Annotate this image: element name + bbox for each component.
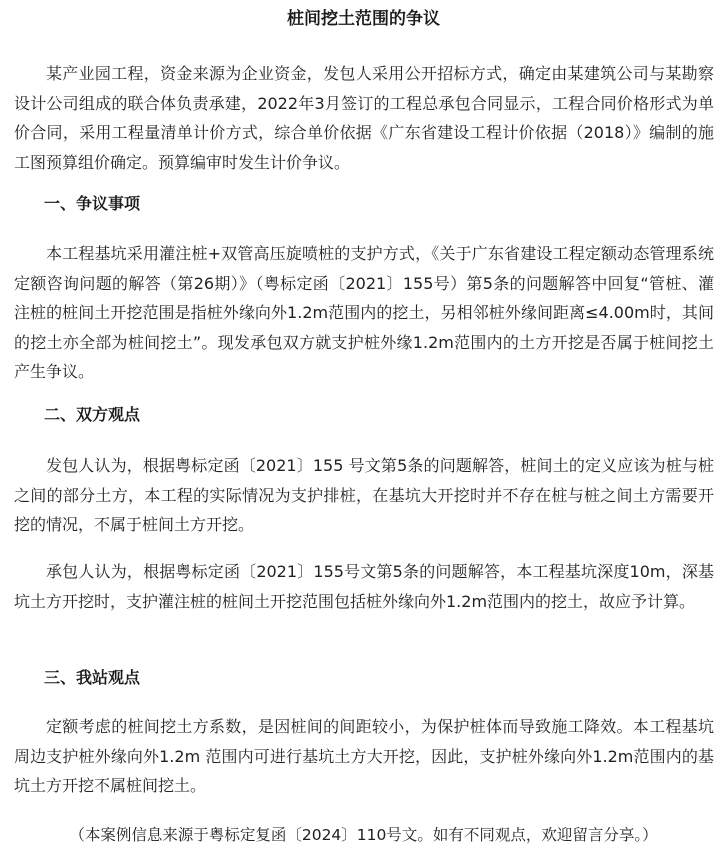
- intro-paragraph: 某产业园工程，资金来源为企业资金，发包人采用公开招标方式，确定由某建筑公司与某勘察设计公司组成的联合体负责承建，2022年3月签订的工程总承包合同显示，工程合同价格形式为单价合同，采用工程量清单计价方式，综合单价依据《广东省建设工程计价依据（2018）》编制的施工图预算组价确定。预算编审时发生计价争议。: [14, 64, 714, 172]
- source-note: （本案例信息来源于粤标定复函〔2024〕110号文。如有不同观点，欢迎留言分享。）: [69, 826, 658, 844]
- contractor-view-paragraph: 承包人认为，根据粤标定函〔2021〕155号文第5条的问题解答，本工程基坑深度10m，深基坑土方开挖时，支护灌注桩的桩间土开挖范围包括桩外缘向外1.2m范围内的挖土，故应予计算。: [14, 562, 714, 611]
- section-heading-dispute: 一、争议事项: [44, 194, 141, 213]
- article-title: 桩间挖土范围的争议: [287, 9, 440, 29]
- employer-view-paragraph: 发包人认为，根据粤标定函〔2021〕155 号文第5条的问题解答，桩间土的定义应该为桩与桩之间的部分土方，本工程的实际情况为支护排桩，在基坑大开挖时并不存在桩与桩之间土方需要开挖的情况，不属于桩间土方开挖。: [14, 456, 714, 534]
- section-heading-station-view: 三、我站观点: [44, 668, 141, 687]
- dispute-paragraph: 本工程基坑采用灌注桩+双管高压旋喷桩的支护方式，《关于广东省建设工程定额动态管理系统定额咨询问题的解答（第26期）》（粤标定函〔2021〕155号）第5条的问题解答中回复“管桩、灌注桩的桩间土开挖范围是指桩外缘向外1.2m范围内的挖土，另相邻桩外缘间距离≤4.00m时，其间的挖土亦全部为桩间挖土”。现发承包双方就支护桩外缘1.2m范围内的土方开挖是否属于桩间挖土产生争议。: [14, 244, 714, 381]
- station-view-paragraph: 定额考虑的桩间挖土方系数，是因桩间的间距较小，为保护桩体而导致施工降效。本工程基坑周边支护桩外缘向外1.2m 范围内可进行基坑土方大开挖，因此，支护桩外缘向外1.2m范围内的基坑土方开挖不属桩间挖土。: [14, 717, 714, 795]
- section-heading-views: 二、双方观点: [44, 405, 141, 424]
